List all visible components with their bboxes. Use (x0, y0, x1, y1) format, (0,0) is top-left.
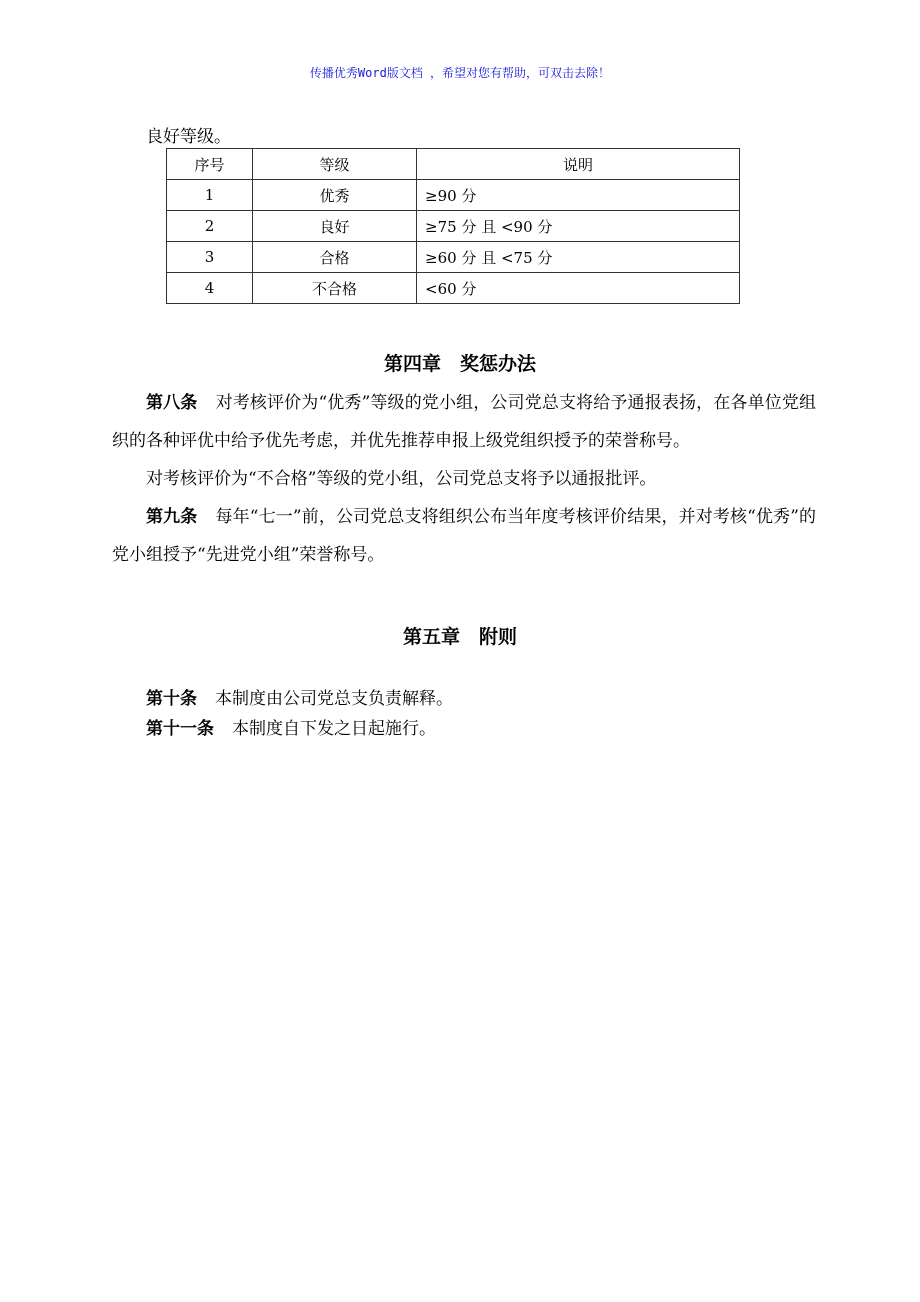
chapter-4-title: 第四章 奖惩办法 (383, 353, 536, 375)
article-8-label: 第八条 (146, 393, 198, 413)
cell-grade: 良好 (253, 211, 417, 242)
article-11-text: 本制度自下发之日起施行。 (232, 719, 436, 739)
table-row (167, 211, 740, 242)
cell-index: 4 (167, 273, 253, 304)
article-11 (146, 714, 436, 739)
cell-index: 2 (167, 211, 253, 242)
table-row (167, 180, 740, 211)
article-11-label: 第十一条 (146, 719, 214, 739)
grade-table (166, 148, 740, 304)
cell-description: <60 分 (417, 273, 740, 304)
article-9-text: 每年“七一”前，公司党总支将组织公布当年度考核评价结果，并对考核“优秀”的党小组授予“先进党小组”荣誉称号。 (112, 507, 817, 565)
cell-description: ≥60 分 且 <75 分 (417, 242, 740, 273)
table-header-row (167, 149, 740, 180)
chapter-5-title: 第五章 附则 (402, 626, 517, 648)
article-8-text-2: 对考核评价为“不合格”等级的党小组，公司党总支将予以通报批评。 (146, 469, 657, 489)
cell-description: ≥90 分 (417, 180, 740, 211)
cell-grade: 不合格 (253, 273, 417, 304)
cell-grade: 优秀 (253, 180, 417, 211)
cell-index: 1 (167, 180, 253, 211)
cell-index: 3 (167, 242, 253, 273)
intro-text: 良好等级。 (146, 127, 231, 147)
article-8 (112, 384, 816, 460)
header-grade: 等级 (253, 149, 417, 180)
header-index: 序号 (167, 149, 253, 180)
article-8-text: 对考核评价为“优秀”等级的党小组，公司党总支将给予通报表扬，在各单位党组织的各种评优中给予优先考虑，并优先推荐申报上级党组织授予的荣誉称号。 (112, 393, 816, 451)
article-9-label: 第九条 (146, 507, 198, 527)
table-row (167, 242, 740, 273)
header-description: 说明 (417, 149, 740, 180)
article-8-paragraph-2 (112, 460, 816, 498)
article-10 (146, 684, 453, 709)
article-10-text: 本制度由公司党总支负责解释。 (215, 689, 453, 709)
table-row (167, 273, 740, 304)
cell-grade: 合格 (253, 242, 417, 273)
cell-description: ≥75 分 且 <90 分 (417, 211, 740, 242)
article-10-label: 第十条 (146, 689, 197, 709)
article-9 (112, 498, 816, 574)
watermark-banner: 传播优秀Word版文档 ，希望对您有帮助，可双击去除！ (309, 66, 611, 80)
